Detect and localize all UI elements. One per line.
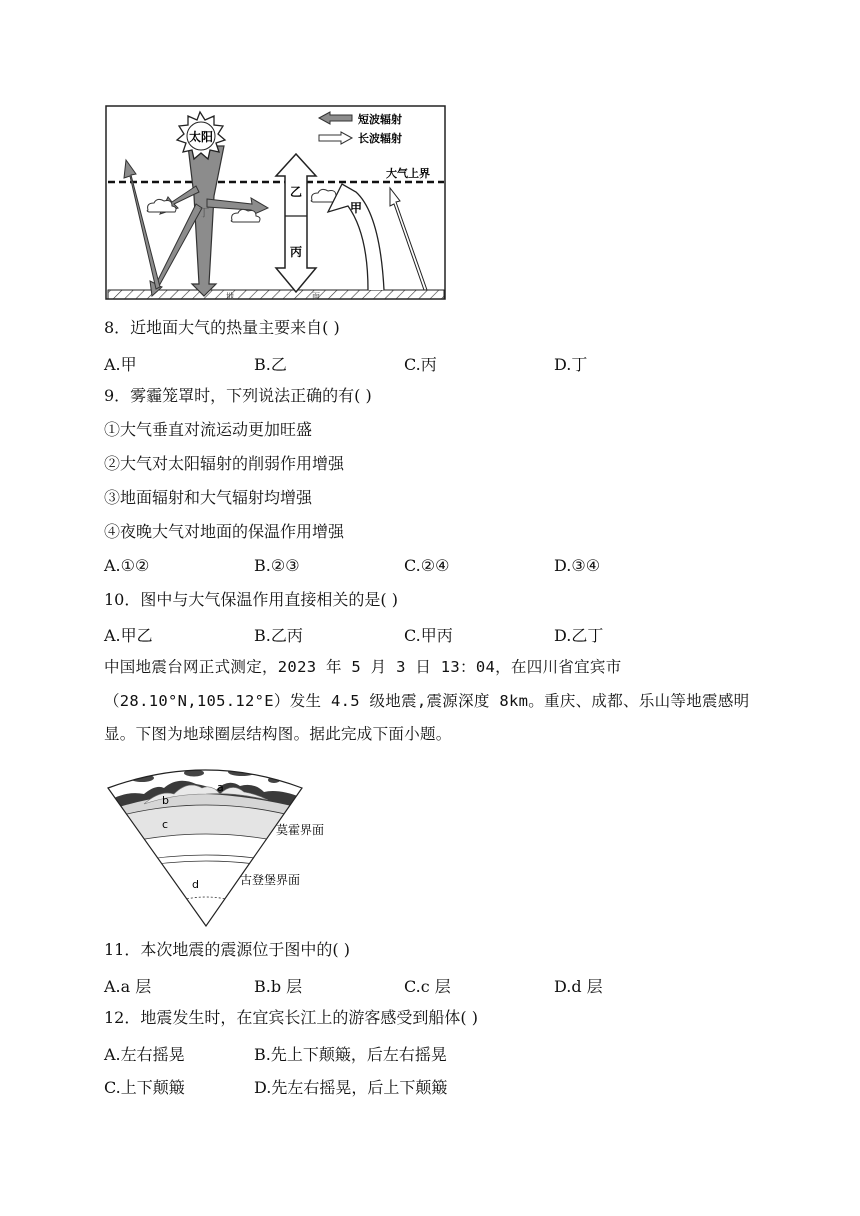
gutenberg-label: 古登堡界面 [240, 873, 301, 887]
option-b: B.乙丙 [254, 626, 303, 645]
option-c: C.上下颠簸 [104, 1078, 185, 1097]
question-12-stem: 12．地震发生时，在宜宾长江上的游客感受到船体( ) [104, 1008, 478, 1027]
question-10-stem: 10．图中与大气保温作用直接相关的是( ) [104, 590, 398, 609]
option-c: C.c 层 [404, 977, 451, 996]
option-b: B.②③ [254, 556, 300, 575]
option-d: D.③④ [554, 556, 601, 575]
option-c: C.②④ [404, 556, 450, 575]
label-bing: 丙 [289, 245, 303, 259]
label-yi: 乙 [289, 185, 303, 199]
layer-d-label: d [192, 878, 199, 891]
option-d: D.先左右摇晃，后上下颠簸 [254, 1078, 448, 1097]
earth-layers-diagram [104, 764, 344, 930]
ground-mark: 面 [312, 292, 320, 301]
legend-long-wave: 长波辐射 [358, 132, 402, 145]
question-12-options-row-2 [104, 1075, 704, 1097]
option-a: A.甲 [104, 355, 137, 374]
boundary-label: 大气上界 [386, 167, 430, 180]
statement-3: ③地面辐射和大气辐射均增强 [104, 488, 313, 507]
layer-c-label: c [162, 818, 169, 831]
option-d: D.丁 [554, 355, 588, 374]
statement-1: ①大气垂直对流运动更加旺盛 [104, 420, 313, 439]
question-9-options [104, 556, 704, 578]
option-d: D.d 层 [554, 977, 603, 996]
question-11-stem: 11．本次地震的震源位于图中的( ) [104, 940, 350, 959]
statement-4: ④夜晚大气对地面的保温作用增强 [104, 522, 345, 541]
option-a: A.①② [104, 556, 150, 575]
question-8-stem: 8．近地面大气的热量主要来自( ) [104, 318, 340, 337]
option-b: B.先上下颠簸，后左右摇晃 [254, 1045, 447, 1064]
ground-mark: 地 [226, 292, 234, 301]
passage-line-3: 显。下图为地球圈层结构图。据此完成下面小题。 [104, 725, 452, 743]
question-10-options [104, 623, 704, 645]
label-jia: 甲 [349, 201, 363, 215]
statement-2: ②大气对太阳辐射的削弱作用增强 [104, 454, 345, 473]
atmosphere-radiation-diagram [104, 104, 448, 302]
question-11-options [104, 974, 704, 996]
question-9-stem: 9．雾霾笼罩时，下列说法正确的有( ) [104, 386, 372, 405]
passage-line-2: （28.10°N,105.12°E）发生 4.5 级地震,震源深度 8km。重庆、成都、乐山等地震感明 [104, 692, 750, 710]
option-a: A.甲乙 [104, 626, 153, 645]
moho-label: 莫霍界面 [276, 823, 325, 837]
label-ding: 丁 [198, 206, 210, 219]
option-b: B.b 层 [254, 977, 303, 996]
option-b: B.乙 [254, 355, 287, 374]
question-12-options-row-1 [104, 1042, 704, 1064]
question-8-options [104, 352, 704, 374]
option-a: A.a 层 [104, 977, 152, 996]
option-c: C.甲丙 [404, 626, 453, 645]
option-c: C.丙 [404, 355, 437, 374]
legend-short-wave: 短波辐射 [358, 113, 402, 126]
passage-line-1: 中国地震台网正式测定，2023 年 5 月 3 日 13：04，在四川省宜宾市 [104, 658, 622, 676]
option-a: A.左右摇晃 [104, 1045, 185, 1064]
sun-label: 太阳 [188, 130, 214, 144]
layer-b-label: b [162, 794, 169, 807]
option-d: D.乙丁 [554, 626, 604, 645]
layer-a-label: a [217, 781, 224, 794]
